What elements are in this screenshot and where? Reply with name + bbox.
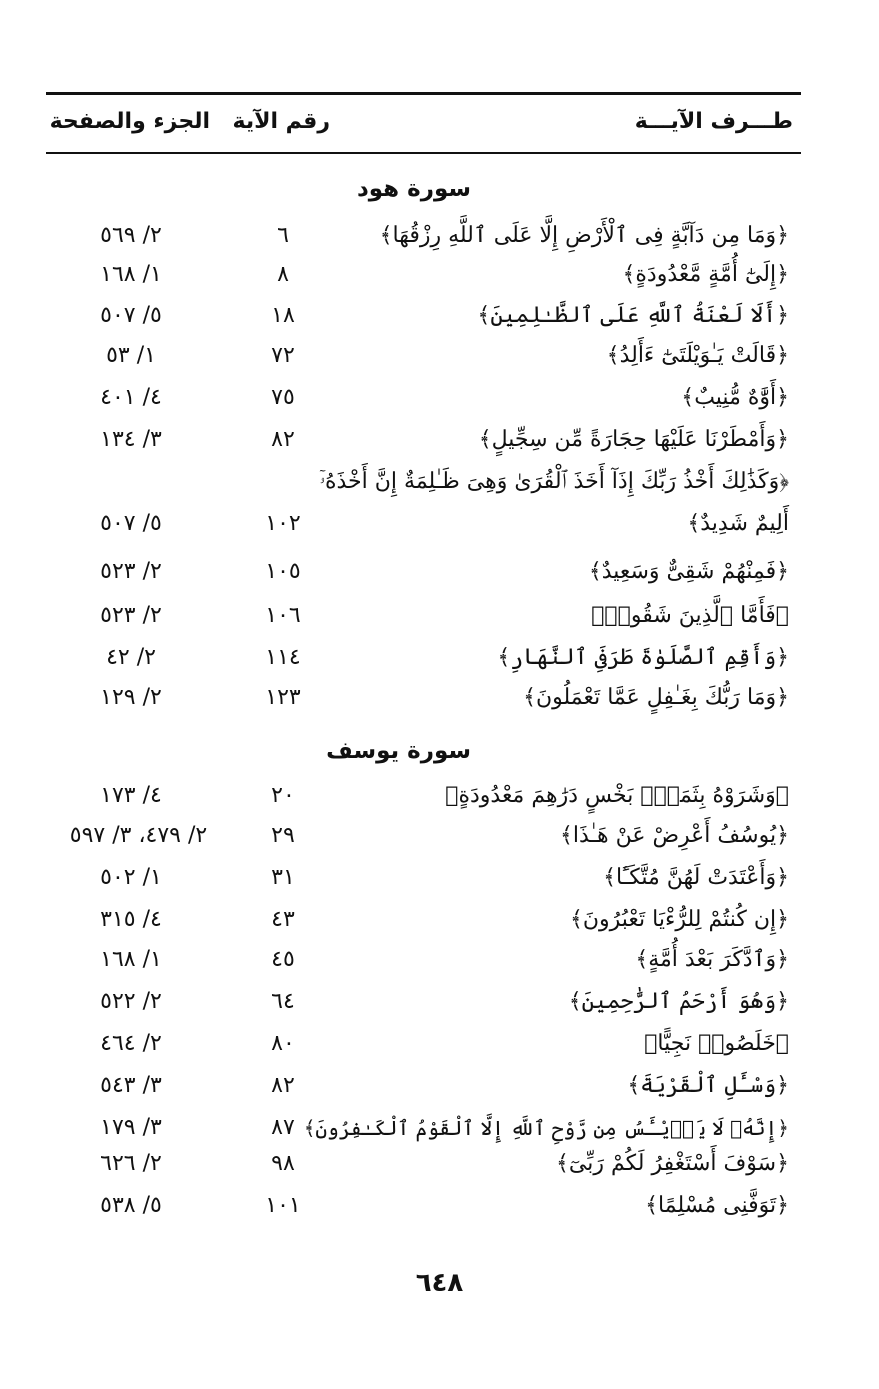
verse-number: ٤٣ [271, 907, 295, 932]
part-page-ref: ١/ ١٦٨ [100, 947, 162, 972]
table-row [46, 216, 801, 256]
verse-text: ﴿فَمِنْهُمْ شَقِىٌّ وَسَعِيدٌ﴾ [588, 559, 789, 584]
table-row [46, 378, 801, 418]
table-row [46, 940, 801, 980]
table-row [46, 1108, 801, 1148]
table-row [46, 420, 801, 460]
header-verse-label: طـــرف الآيـــة [634, 109, 793, 134]
part-page-ref: ٢/ ١٢٩ [100, 685, 162, 710]
verse-text: ﴿وَمَا مِن دَآبَّةٍ فِى ٱلْأَرْضِ إِلَّا عَلَى ٱللَّهِ رِزْقُهَا﴾ [379, 223, 789, 248]
verse-number: ٢٩ [271, 823, 295, 848]
verse-number: ٦٤ [271, 989, 295, 1014]
part-page-ref: ٢/ ٥٢٣ [100, 603, 162, 628]
verse-text: ﴿وَكَذَٰلِكَ أَخْذُ رَبِّكَ إِذَآ أَخَذَ ٱلْقُرَىٰ وَهِىَ ظَـٰلِمَةٌ إِنَّ أَخْذَهُۥٓ [319, 469, 789, 494]
verse-number: ٨٢ [271, 1073, 295, 1098]
verse-text: ﴿وَمَا رَبُّكَ بِغَـٰفِلٍ عَمَّا تَعْمَلُونَ﴾ [523, 685, 789, 710]
verse-number: ١١٤ [265, 645, 301, 670]
verse-number: ٨ [277, 262, 289, 287]
verse-text: ﴿أَوَّٰهٌ مُّنِيبٌ﴾ [681, 385, 789, 410]
header-top-rule [46, 92, 801, 95]
section-title-hud: سورة هود [356, 176, 471, 202]
verse-text: ﴿وَهُوَ أَرْحَمُ ٱلرَّٰحِمِينَ﴾ [568, 989, 789, 1014]
part-page-ref: ١/ ٥٣ [106, 343, 156, 368]
verse-number: ٣١ [271, 865, 295, 890]
verse-number: ٢٠ [271, 783, 295, 808]
verse-number: ٨٢ [271, 427, 295, 452]
table-row [46, 858, 801, 898]
part-page-ref: ١/ ٥٠٢ [100, 865, 162, 890]
part-page-ref: ٥/ ٥٠٧ [100, 511, 162, 536]
verse-text: ﴿وَٱدَّكَرَ بَعْدَ أُمَّةٍ﴾ [635, 947, 789, 972]
verse-continuation: أَلِيمٌ شَدِيدٌ﴾ [687, 511, 789, 536]
verse-text: ﴿إِن كُنتُمْ لِلرُّءْيَا تَعْبُرُونَ﴾ [569, 907, 789, 932]
table-row [46, 1186, 801, 1226]
table-row [46, 776, 801, 816]
verse-number: ٤٥ [271, 947, 295, 972]
verse-number: ٧٥ [271, 385, 295, 410]
verse-number: ٩٨ [271, 1151, 295, 1176]
part-page-ref: ٢/ ٦٢٦ [100, 1151, 162, 1176]
table-row [46, 596, 801, 636]
section-title-yusuf: سورة يوسف [326, 738, 471, 764]
verse-text: ﴿تَوَفَّنِى مُسْلِمًا﴾ [645, 1193, 789, 1218]
verse-number: ٨٧ [271, 1115, 295, 1140]
table-row [46, 552, 801, 592]
verse-text: ﴿يُوسُفُ أَعْرِضْ عَنْ هَـٰذَا﴾ [559, 823, 789, 848]
table-row [46, 638, 801, 678]
part-page-ref: ٣/ ٥٤٣ [100, 1073, 162, 1098]
table-row [46, 678, 801, 718]
verse-text: ﴿سَوْفَ أَسْتَغْفِرُ لَكُمْ رَبِّىٓ﴾ [555, 1151, 789, 1176]
verse-text: ﴿إِنَّهُۥ لَا يَا۟يْـَٔسُ مِن رَّوْحِ ٱللَّهِ إِلَّا ٱلْقَوْمُ ٱلْكَـٰفِرُونَ﴾ [303, 1116, 789, 1140]
verse-number: ١٢٣ [265, 685, 301, 710]
verse-number: ١٠٦ [265, 603, 301, 628]
verse-text: ﴿وَشَرَوْهُ بِثَمَنٍۭ بَخْسٍ دَرَٰهِمَ مَعْدُودَةٍ﴾ [445, 783, 789, 808]
verse-text: ﴿قَالَتْ يَـٰوَيْلَتَىٰٓ ءَأَلِدُ﴾ [606, 343, 789, 368]
table-row [46, 1024, 801, 1064]
verse-text: ﴿وَسْـَٔلِ ٱلْقَرْيَةَ﴾ [627, 1073, 789, 1098]
verse-text: ﴿وَأَمْطَرْنَا عَلَيْهَا حِجَارَةً مِّن سِجِّيلٍ﴾ [478, 427, 789, 452]
table-row [46, 900, 801, 940]
table-row [46, 1144, 801, 1184]
table-row [46, 462, 801, 548]
verse-number: ٨٠ [271, 1031, 295, 1056]
verse-text: ﴿وَأَقِمِ ٱلصَّلَوٰةَ طَرَفَىِ ٱلنَّهَارِ﴾ [497, 645, 789, 670]
part-page-ref: ٢/ ٤٢ [106, 645, 156, 670]
part-page-ref: ٢/ ٥٢٣ [100, 559, 162, 584]
verse-number: ٦ [277, 223, 289, 248]
part-page-ref: ٢/ ٤٧٩، ٣/ ٥٩٧ [69, 823, 208, 848]
header-part-label: الجزء والصفحة [49, 109, 210, 134]
part-page-ref: ٤/ ٣١٥ [100, 907, 162, 932]
verse-number: ١٠٢ [265, 511, 301, 536]
verse-number: ٧٢ [271, 343, 295, 368]
part-page-ref: ١/ ١٦٨ [100, 262, 162, 287]
verse-text: ﴿خَلَصُوا۟ نَجِيًّا﴾ [644, 1031, 789, 1056]
table-row [46, 255, 801, 295]
header-bottom-rule [46, 152, 801, 154]
table-row [46, 816, 801, 856]
part-page-ref: ٥/ ٥٣٨ [100, 1193, 162, 1218]
verse-number: ١٨ [271, 303, 295, 328]
part-page-ref: ٤/ ٤٠١ [100, 385, 162, 410]
part-page-ref: ٢/ ٥٦٩ [100, 223, 162, 248]
part-page-ref: ٢/ ٤٦٤ [100, 1031, 162, 1056]
verse-text: ﴿إِلَىٰٓ أُمَّةٍ مَّعْدُودَةٍ﴾ [622, 262, 789, 287]
part-page-ref: ٢/ ٥٢٢ [100, 989, 162, 1014]
verse-text: ﴿وَأَعْتَدَتْ لَهُنَّ مُتَّكَـًٔا﴾ [603, 865, 789, 890]
part-page-ref: ٣/ ١٣٤ [100, 427, 162, 452]
header-number-label: رقم الآية [232, 109, 330, 134]
verse-number: ١٠٥ [265, 559, 301, 584]
verse-number: ١٠١ [265, 1193, 301, 1218]
table-row [46, 336, 801, 376]
verse-text: ﴿أَلَا لَعْنَةُ ٱللَّهِ عَلَى ٱلظَّـٰلِمِينَ﴾ [477, 303, 789, 328]
page-number: ٦٤٨ [415, 1268, 464, 1298]
part-page-ref: ٣/ ١٧٩ [100, 1115, 162, 1140]
part-page-ref: ٥/ ٥٠٧ [100, 303, 162, 328]
table-row [46, 982, 801, 1022]
verse-text: ﴿فَأَمَّا ٱلَّذِينَ شَقُوا۟﴾ [591, 603, 789, 628]
table-row [46, 296, 801, 336]
part-page-ref: ٤/ ١٧٣ [100, 783, 162, 808]
table-row [46, 1066, 801, 1106]
